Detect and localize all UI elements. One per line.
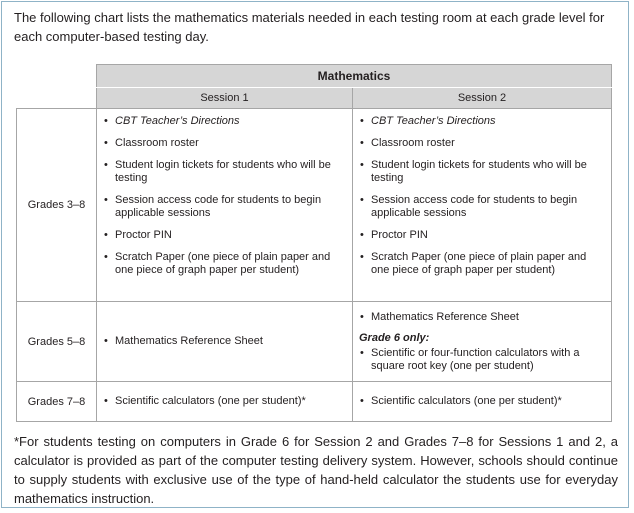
list-item: • Mathematics Reference Sheet xyxy=(360,310,519,323)
list-item: • Scratch Paper (one piece of plain paper and one piece of graph paper per student) xyxy=(360,251,587,276)
session-1-cell xyxy=(97,109,353,302)
list-item: • Scratch Paper (one piece of plain paper and one piece of graph paper per student) xyxy=(104,251,331,276)
list-item: • Scientific calculators (one per student)* xyxy=(104,395,306,407)
table-row xyxy=(17,109,612,302)
grade-6-note: Grade 6 only: xyxy=(359,331,430,344)
corner-blank xyxy=(17,65,97,109)
subject-header: Mathematics xyxy=(97,65,612,88)
list-item: • Mathematics Reference Sheet xyxy=(104,335,263,347)
session-1-cell xyxy=(97,382,353,422)
list-item: • Session access code for students to begin applicable sessions xyxy=(104,194,322,219)
grade-label: Grades 7–8 xyxy=(17,382,97,422)
grade-label: Grades 5–8 xyxy=(17,302,97,382)
intro-text: The following chart lists the mathematics materials needed in each testing room at each grade level for each computer-based testing day. xyxy=(14,10,605,44)
session-1-cell xyxy=(97,302,353,382)
session-2-cell xyxy=(353,382,612,422)
table-row xyxy=(17,382,612,422)
session-2-cell xyxy=(353,302,612,382)
list-item: • Student login tickets for students who will be testing xyxy=(360,159,587,184)
list-item: • Classroom roster xyxy=(360,137,455,149)
list-item: • Proctor PIN xyxy=(104,229,172,241)
session-2-cell xyxy=(353,109,612,302)
list-item: • Scientific calculators (one per student)* xyxy=(360,395,562,407)
list-item: • Student login tickets for students who will be testing xyxy=(104,159,331,184)
footnote-text: *For students testing on computers in Grade 6 for Session 2 and Grades 7–8 for Sessions 1 and 2, a calculator is provided as part of the computer testing delivery system. However, schools should continue to supply students with exclusive use of the type of hand-held calculator the students use for everyday mathematics instruction. xyxy=(14,434,618,506)
table-row xyxy=(17,302,612,382)
session-2-header: Session 2 xyxy=(353,88,612,109)
list-item: • CBT Teacher’s Directions xyxy=(104,115,240,127)
list-item: • Proctor PIN xyxy=(360,229,428,241)
grade-label: Grades 3–8 xyxy=(17,109,97,302)
session-1-header: Session 1 xyxy=(97,88,353,109)
list-item: • CBT Teacher’s Directions xyxy=(360,115,496,127)
materials-table xyxy=(16,64,612,422)
list-item: • Scientific or four-function calculators with a square root key (one per student) xyxy=(360,346,580,372)
list-item: • Session access code for students to begin applicable sessions xyxy=(360,194,578,219)
list-item: • Classroom roster xyxy=(104,137,199,149)
